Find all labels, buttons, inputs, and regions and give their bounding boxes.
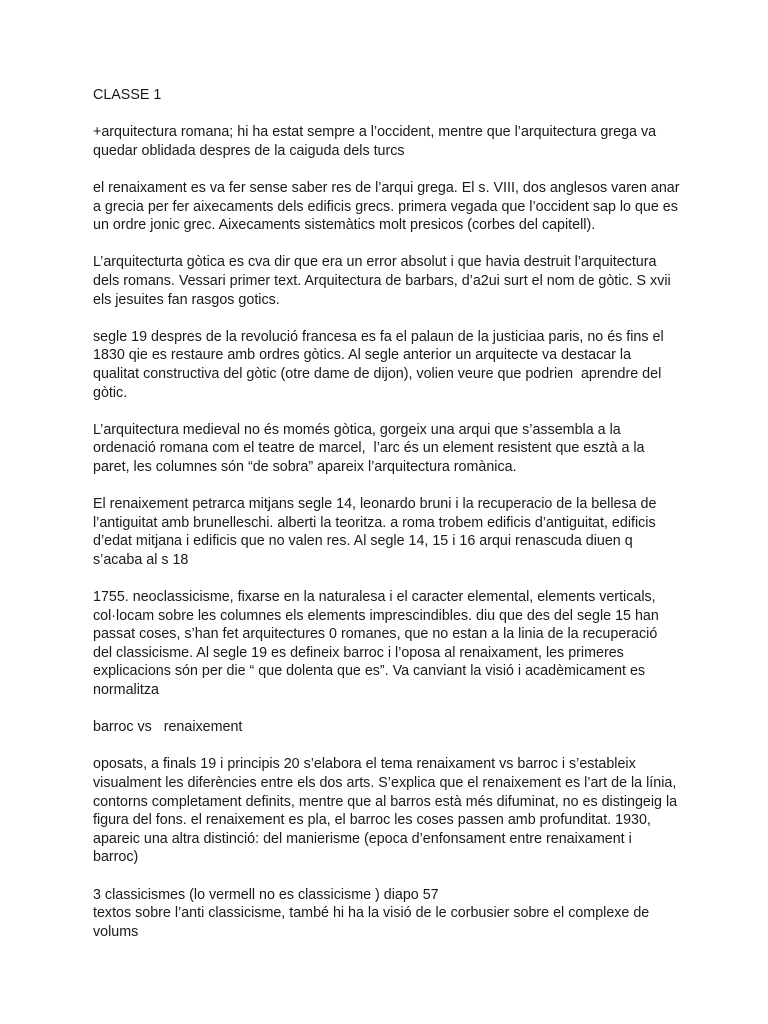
document-title: CLASSE 1	[93, 87, 162, 103]
paragraph-renaissance-petrarca: El renaixement petrarca mitjans segle 14, leonardo bruni i la recuperacio de la bellesa de l’antiguitat amb brunelleschi. alberti la teoritza. a roma trobem edificis d’antiguitat, edificis d’edat mitjana i edificis que no valen res. Al segle 14, 15 i 16 arqui renascuda diuen q s’acaba al s 18	[93, 496, 657, 568]
paragraph-barroc-vs-renaixement-heading: barroc vs renaixement	[93, 719, 243, 736]
paragraph-neoclassicism: 1755. neoclassicisme, fixarse en la naturalesa i el caracter elemental, elements verticals, col·locam sobre les columnes els elements imprescindibles. diu que des del segle 15 han passat coses, s’han fet arquitectures 0 romanes, que no estan a la linia de la recuperació del classicisme. Al segle 19 es defineix barroc i l’oposa al renaixament, les primeres explicacions són per die “ que dolenta que es”. Va canviant la visió i acadèmicament es normalitza	[93, 589, 659, 698]
paragraph-medieval-architecture: L’arquitectura medieval no és momés gòtica, gorgeix una arqui que s’assembla a la ordenació romana com el teatre de marcel, l’arc és un element resistent que esztà a la paret, les columnes són “de sobra” apareix l’arquitectura romànica.	[93, 421, 645, 475]
paragraph-three-classicisms: 3 classicismes (lo vermell no es classicisme ) diapo 57	[93, 886, 439, 903]
paragraph-opposites: oposats, a finals 19 i principis 20 s’elabora el tema renaixament vs barroc i s’estableix visualment les diferències entre els dos arts. S’explica que el renaixement es l’art de la línia, contorns completament definits, mentre que al barros està més difuminat, no es distingeig la figura del fons. el renaixement es pla, el barroc les coses passen amb profunditat. 1930, apareic una altra distinció: del manierisme (epoca d’enfonsament entre renaixament i barroc)	[93, 756, 678, 866]
paragraph-19th-century: segle 19 despres de la revolució francesa es fa el palaun de la justiciaa paris, no és fins el 1830 qie es restaure amb ordres gòtics. Al segle anterior un arquitecte va destacar la qualitat constructiva del gòtic (otre dame de dijon), volien veure que podrien aprendre del gòtic.	[93, 328, 664, 401]
paragraph-roman-architecture: +arquitectura romana; hi ha estat sempre a l’occident, mentre que l’arquitectura grega va quedar oblidada despres de la caiguda dels turcs	[93, 124, 657, 159]
paragraph-anti-classicism: textos sobre l’anti classicisme, també hi ha la visió de le corbusier sobre el complexe de volums	[93, 905, 650, 940]
paragraph-renaissance-greek: el renaixament es va fer sense saber res de l’arqui grega. El s. VIII, dos anglesos varen anar a grecia per fer aixecaments dels edificis grecs. primera vegada que l’occident sap lo que es un ordre jonic grec. Aixecaments sistemàtics molt presicos (corbes del capitell).	[93, 179, 680, 234]
paragraph-gothic-architecture: L’arquitecturta gòtica es cva dir que era un error absolut i que havia destruit l’arquitectura dels romans. Vessari primer text. Arquitectura de barbars, d’a2ui surt el nom de gòtic. S xvii els jesuites fan rasgos gotics.	[93, 254, 671, 308]
document-page	[93, 86, 683, 960]
